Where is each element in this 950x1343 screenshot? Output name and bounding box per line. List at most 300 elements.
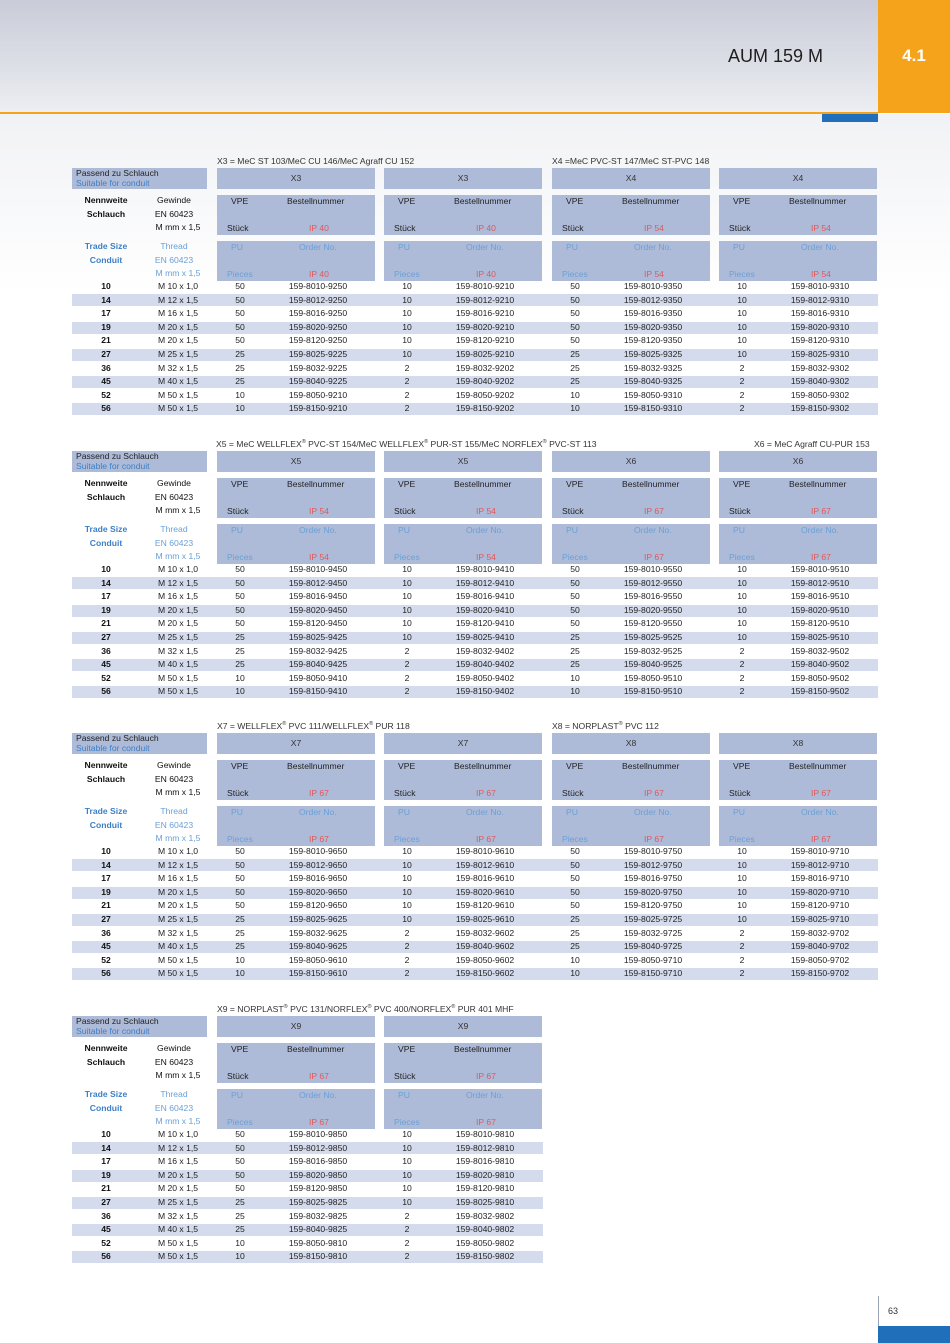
column-group-header: X9 [384,1016,542,1037]
trade-size: 19 [101,886,111,897]
trade-size: 21 [101,335,111,346]
trade-size: 10 [101,564,111,574]
pack-unit-label: PU [231,525,243,535]
table-section [72,439,878,719]
pack-unit: 10 [402,591,412,602]
trade-size: 14 [101,1142,111,1153]
thread-size: M 40 x 1,5 [157,659,199,670]
legend-thread-label: EN 60423 [154,254,194,265]
thread-size: M 20 x 1,5 [157,604,199,615]
legend-en [72,1089,207,1130]
order-number: 159-8150-9510 [623,686,683,697]
pack-unit: 2 [404,376,410,387]
order-number-label: Order No. [299,525,337,535]
trade-size: 14 [101,294,111,305]
pack-unit: 10 [737,631,747,642]
section-caption: X9 = NORPLAST® PVC 131/NORFLEX® PVC 400/NORFLEX® PUR 401 MHF [217,1004,514,1014]
pack-unit: 10 [402,859,412,870]
ip-rating-label: IP 67 [811,788,831,798]
trade-size: 21 [101,1183,111,1194]
legend-size-label: Trade Size [84,524,128,534]
legend-row [72,774,207,788]
thread-size: M 20 x 1,5 [157,321,199,332]
pack-unit: 10 [402,1183,412,1194]
order-number: 159-8050-9710 [623,954,683,965]
table-row [72,845,878,859]
table-row [72,334,878,348]
legend-size-label: Trade Size [84,1089,128,1099]
thread-size: M 10 x 1,0 [157,564,199,574]
thread-size: M 16 x 1,5 [157,1156,199,1167]
order-number: 159-8012-9750 [623,859,683,870]
pack-unit-label: VPE [231,761,249,771]
unit-label: Stück [729,788,751,798]
order-number: 159-8025-9225 [288,348,348,359]
pack-unit: 25 [570,645,580,656]
column-labels-en [217,524,375,564]
column-labels-de [552,195,710,235]
ip-rating-label: IP 40 [309,223,329,233]
pack-unit: 10 [402,846,412,856]
pack-unit: 50 [235,604,245,615]
ip-rating-label: IP 54 [309,552,329,562]
column-labels-de [384,478,542,518]
pack-unit: 2 [739,941,745,952]
pack-unit: 25 [235,941,245,952]
trade-size: 14 [101,859,111,870]
thread-size: M 20 x 1,5 [157,335,199,346]
order-number: 159-8150-9710 [623,968,683,979]
pack-unit: 10 [235,686,245,697]
legend-de [72,1043,207,1084]
table-section [72,1004,878,1284]
pack-unit: 10 [402,1169,412,1180]
order-number: 159-8032-9702 [790,927,850,938]
order-number-label: Bestellnummer [622,196,680,206]
pack-unit: 2 [404,954,410,965]
pack-unit: 2 [404,1237,410,1248]
thread-size: M 50 x 1,5 [157,954,199,965]
ip-rating-label: IP 54 [476,552,496,562]
legend-size-label: Nennweite [84,760,128,770]
thread-size: M 10 x 1,0 [157,846,199,856]
order-number: 159-8050-9702 [790,954,850,965]
order-number-label: Order No. [801,242,839,252]
trade-size: 52 [101,1237,111,1248]
order-number: 159-8012-9550 [623,577,683,588]
conduit-label-box [72,168,207,189]
pack-unit: 10 [737,846,747,856]
thread-size: M 32 x 1,5 [157,927,199,938]
pack-unit: 2 [739,645,745,656]
pack-unit: 50 [570,859,580,870]
trade-size: 21 [101,618,111,629]
legend-en [72,806,207,847]
pack-unit: 2 [404,941,410,952]
trade-size: 19 [101,1169,111,1180]
pack-unit-label: VPE [231,479,249,489]
pack-unit-label: PU [231,242,243,252]
pack-unit: 50 [570,900,580,911]
conduit-label-box [72,451,207,472]
legend-row [72,524,207,538]
table-row [72,1210,878,1224]
conduit-label-box [72,733,207,754]
column-group-header: X6 [719,451,877,472]
order-number: 159-8050-9610 [288,954,348,965]
thread-size: M 16 x 1,5 [157,591,199,602]
thread-size: M 20 x 1,5 [157,886,199,897]
table-row [72,375,878,389]
order-number: 159-8032-9402 [455,645,515,656]
order-number: 159-8040-9802 [455,1224,515,1235]
order-number: 159-8025-9625 [288,913,348,924]
footer-divider [878,1296,879,1326]
pack-unit: 10 [737,859,747,870]
order-number: 159-8020-9610 [455,886,515,897]
pack-unit: 2 [404,672,410,683]
legend-size-label: Schlauch [86,491,126,502]
pack-unit: 50 [235,1169,245,1180]
legend-size-label: Conduit [89,819,123,830]
unit-label: Pieces [227,552,253,562]
thread-size: M 50 x 1,5 [157,686,199,697]
legend-thread-label: M mm x 1,5 [155,1116,201,1126]
legend-size-label: Schlauch [86,1056,126,1067]
order-number: 159-8040-9625 [288,941,348,952]
pack-unit: 10 [737,886,747,897]
unit-label: Pieces [729,269,755,279]
pack-unit: 25 [570,631,580,642]
section-caption: X6 = MeC Agraff CU-PUR 153 [754,439,870,449]
trade-size: 19 [101,321,111,332]
unit-label: Pieces [394,552,420,562]
unit-label: Stück [562,223,584,233]
pack-unit: 25 [235,927,245,938]
unit-label: Pieces [227,1117,253,1127]
pack-unit: 10 [737,591,747,602]
pack-unit: 10 [235,403,245,414]
pack-unit: 10 [737,308,747,319]
trade-size: 36 [101,362,111,373]
table-row [72,590,878,604]
pack-unit: 50 [235,564,245,574]
pack-unit: 10 [737,913,747,924]
pack-unit: 50 [235,900,245,911]
order-number: 159-8150-9702 [790,968,850,979]
order-number: 159-8016-9310 [790,308,850,319]
pack-unit: 10 [570,672,580,683]
pack-unit: 25 [235,362,245,373]
legend-size-label: Conduit [89,1102,123,1113]
unit-label: Pieces [394,269,420,279]
ip-rating-label: IP 67 [644,552,664,562]
order-number: 159-8120-9810 [455,1183,515,1194]
column-labels-de [217,478,375,518]
pack-unit: 10 [402,577,412,588]
order-number-label: Bestellnummer [622,479,680,489]
pack-unit-label: PU [733,242,745,252]
column-group-header: X9 [217,1016,375,1037]
legend-thread-label: M mm x 1,5 [155,505,201,515]
pack-unit: 50 [235,1156,245,1167]
legend-thread-label: EN 60423 [154,537,194,548]
legend-thread-label: EN 60423 [154,1056,194,1067]
order-number: 159-8016-9350 [623,308,683,319]
ip-rating-label: IP 67 [811,834,831,844]
pack-unit: 10 [737,321,747,332]
table-row [72,631,878,645]
order-number-label: Order No. [634,242,672,252]
unit-label: Pieces [562,552,588,562]
pack-unit-label: VPE [733,479,751,489]
pack-unit: 50 [235,321,245,332]
unit-label: Stück [227,1071,249,1081]
unit-label: Stück [227,506,249,516]
pack-unit: 2 [404,362,410,373]
pack-unit: 25 [235,659,245,670]
footer-tab [878,1326,950,1343]
order-number: 159-8025-9410 [455,631,515,642]
thread-size: M 40 x 1,5 [157,941,199,952]
order-number: 159-8040-9325 [623,376,683,387]
pack-unit: 10 [235,1251,245,1262]
pack-unit: 10 [737,618,747,629]
pack-unit: 50 [570,618,580,629]
column-labels-en [384,241,542,281]
order-number: 159-8020-9410 [455,604,515,615]
order-number: 159-8120-9850 [288,1183,348,1194]
pack-unit-label: VPE [733,761,751,771]
section-caption: X4 =MeC PVC-ST 147/MeC ST-PVC 148 [552,156,710,166]
unit-label: Pieces [394,834,420,844]
table-row [72,1182,878,1196]
ip-rating-label: IP 54 [476,506,496,516]
unit-label: Stück [562,506,584,516]
order-number: 159-8020-9710 [790,886,850,897]
pack-unit: 50 [235,1142,245,1153]
thread-size: M 50 x 1,5 [157,672,199,683]
order-number: 159-8120-9250 [288,335,348,346]
order-number: 159-8120-9450 [288,618,348,629]
pack-unit: 25 [235,1196,245,1207]
legend-row [72,209,207,223]
table-row [72,307,878,321]
legend-row [72,787,207,801]
pack-unit: 10 [402,348,412,359]
order-number: 159-8040-9302 [790,376,850,387]
order-number: 159-8012-9610 [455,859,515,870]
trade-size: 56 [101,686,111,697]
pack-unit: 50 [235,577,245,588]
column-labels-de [384,760,542,800]
legend-row [72,1103,207,1117]
pack-unit-label: PU [566,525,578,535]
order-number: 159-8032-9425 [288,645,348,656]
order-number: 159-8025-9310 [790,348,850,359]
thread-size: M 32 x 1,5 [157,645,199,656]
order-number: 159-8010-9810 [455,1129,515,1139]
order-number: 159-8032-9525 [623,645,683,656]
order-number: 159-8150-9810 [288,1251,348,1262]
order-number: 159-8010-9550 [623,564,683,574]
order-number-label: Order No. [801,807,839,817]
order-number: 159-8120-9650 [288,900,348,911]
trade-size: 27 [101,631,111,642]
pack-unit: 10 [235,968,245,979]
trade-size: 36 [101,927,111,938]
pack-unit-label: PU [398,1090,410,1100]
column-labels-en [719,806,877,846]
order-number: 159-8150-9302 [790,403,850,414]
order-number-label: Bestellnummer [454,479,512,489]
order-number: 159-8016-9250 [288,308,348,319]
order-number: 159-8032-9602 [455,927,515,938]
pack-unit-label: PU [398,807,410,817]
pack-unit: 10 [402,294,412,305]
thread-size: M 16 x 1,5 [157,308,199,319]
order-number: 159-8120-9410 [455,618,515,629]
ip-rating-label: IP 67 [476,1117,496,1127]
pack-unit-label: PU [231,807,243,817]
unit-label: Pieces [227,269,253,279]
order-number: 159-8010-9850 [288,1129,348,1139]
table-row [72,1128,878,1142]
legend-thread-label: M mm x 1,5 [155,787,201,797]
ip-rating-label: IP 54 [811,223,831,233]
section-number: 4.1 [902,46,926,65]
pack-unit: 50 [570,873,580,884]
thread-size: M 40 x 1,5 [157,376,199,387]
thread-size: M 12 x 1,5 [157,294,199,305]
pack-unit: 25 [570,376,580,387]
order-number: 159-8010-9710 [790,846,850,856]
pack-unit: 50 [235,591,245,602]
pack-unit-label: PU [231,1090,243,1100]
order-number: 159-8010-9510 [790,564,850,574]
order-number: 159-8032-9725 [623,927,683,938]
pack-unit: 2 [404,659,410,670]
unit-label: Stück [729,506,751,516]
unit-label: Stück [394,788,416,798]
legend-row [72,538,207,552]
legend-row [72,222,207,236]
legend-thread-label: EN 60423 [154,208,194,219]
pack-unit: 50 [235,335,245,346]
order-number: 159-8032-9225 [288,362,348,373]
column-group-header: X7 [384,733,542,754]
pack-unit: 10 [570,968,580,979]
thread-size: M 50 x 1,5 [157,1237,199,1248]
pack-unit: 10 [402,281,412,291]
column-labels-en [217,241,375,281]
header-rule [0,112,878,114]
order-number: 159-8016-9210 [455,308,515,319]
order-number: 159-8025-9825 [288,1196,348,1207]
pack-unit-label: VPE [733,196,751,206]
ip-rating-label: IP 67 [309,1071,329,1081]
trade-size: 17 [101,308,111,319]
pack-unit: 2 [739,686,745,697]
pack-unit: 50 [235,859,245,870]
legend-size-label: Schlauch [86,773,126,784]
order-number: 159-8050-9402 [455,672,515,683]
pack-unit: 10 [235,954,245,965]
section-caption: X7 = WELLFLEX® PVC 111/WELLFLEX® PUR 118 [217,721,410,731]
pack-unit: 10 [402,308,412,319]
thread-size: M 20 x 1,5 [157,900,199,911]
legend-size-label: Nennweite [84,478,128,488]
legend-en [72,524,207,565]
order-number-label: Order No. [466,807,504,817]
order-number: 159-8025-9525 [623,631,683,642]
ip-rating-label: IP 67 [309,788,329,798]
order-number: 159-8016-9650 [288,873,348,884]
pack-unit: 2 [404,403,410,414]
column-group-header: X8 [552,733,710,754]
order-number-label: Bestellnummer [287,479,345,489]
order-number: 159-8040-9602 [455,941,515,952]
label-german: Passend zu Schlauch [76,1016,159,1026]
section-tab [878,0,950,113]
order-number: 159-8050-9310 [623,389,683,400]
order-number-label: Bestellnummer [287,761,345,771]
order-number: 159-8025-9725 [623,913,683,924]
order-number: 159-8016-9610 [455,873,515,884]
order-number: 159-8012-9410 [455,577,515,588]
order-number: 159-8016-9710 [790,873,850,884]
pack-unit: 10 [737,281,747,291]
ip-rating-label: IP 67 [811,506,831,516]
legend-thread-label: Thread [160,524,188,534]
pack-unit: 10 [402,900,412,911]
column-group-header: X5 [384,451,542,472]
legend-row [72,255,207,269]
pack-unit: 10 [402,631,412,642]
order-number: 159-8020-9210 [455,321,515,332]
legend-size-label: Conduit [89,254,123,265]
order-number-label: Bestellnummer [287,196,345,206]
column-labels-de [552,478,710,518]
column-group-header: X6 [552,451,710,472]
legend-de [72,195,207,236]
pack-unit: 2 [404,389,410,400]
legend-thread-label: Gewinde [157,195,191,205]
thread-size: M 25 x 1,5 [157,631,199,642]
pack-unit: 25 [570,927,580,938]
unit-label: Pieces [394,1117,420,1127]
order-number: 159-8040-9425 [288,659,348,670]
ip-rating-label: IP 54 [644,269,664,279]
trade-size: 27 [101,913,111,924]
legend-row [72,241,207,255]
legend-row [72,760,207,774]
thread-size: M 25 x 1,5 [157,913,199,924]
order-number: 159-8010-9610 [455,846,515,856]
pack-unit: 50 [570,846,580,856]
pack-unit: 50 [235,281,245,291]
legend-row [72,478,207,492]
legend-thread-label: Gewinde [157,760,191,770]
legend-size-label: Schlauch [86,208,126,219]
order-number: 159-8032-9802 [455,1210,515,1221]
table-section [72,156,878,436]
order-number: 159-8025-9810 [455,1196,515,1207]
order-number: 159-8150-9602 [455,968,515,979]
column-labels-en [719,524,877,564]
legend-thread-label: Thread [160,1089,188,1099]
order-number-label: Order No. [634,807,672,817]
